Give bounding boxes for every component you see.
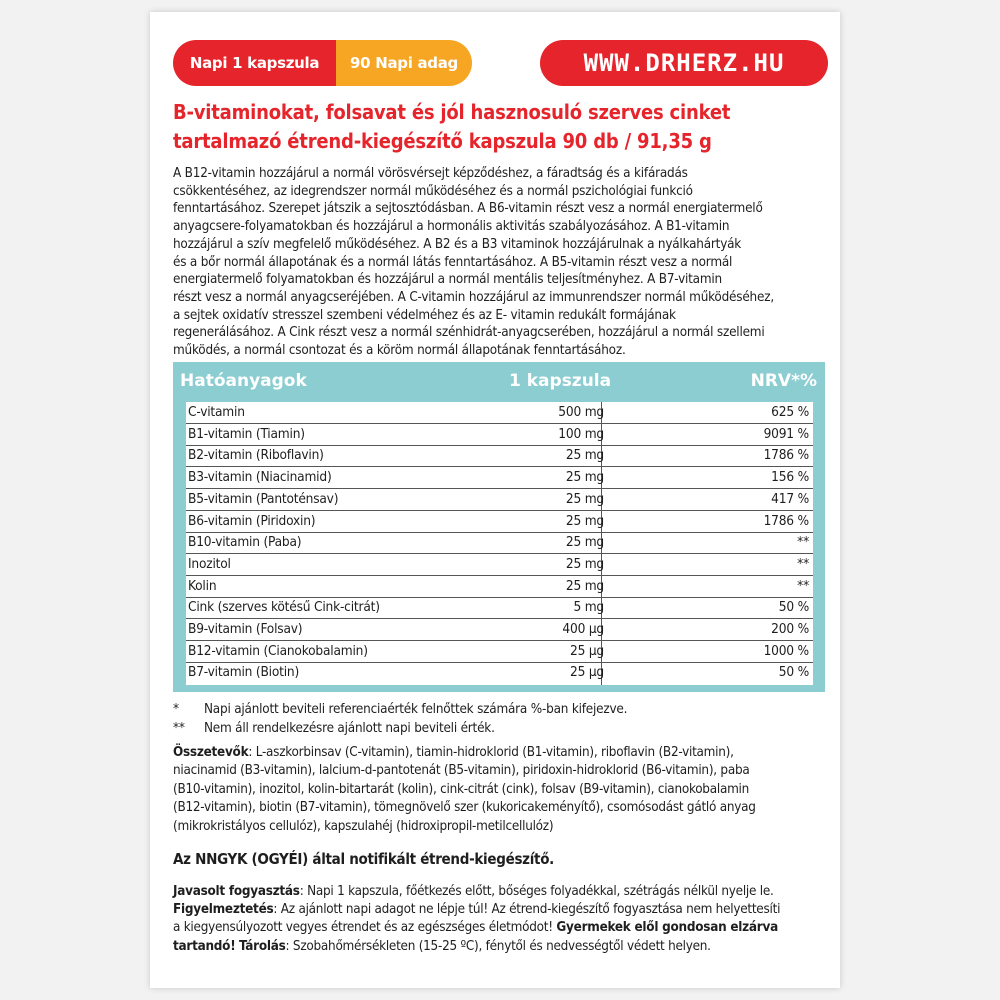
table-body [186, 402, 813, 685]
row-nrv: 1786 % [763, 447, 809, 464]
warning-bold: Gyermekek elől gondosan elzárva [556, 920, 778, 936]
row-name: B5-vitamin (Pantoténsav) [188, 490, 339, 507]
consumption-label: Javasolt fogyasztás [173, 884, 300, 899]
table-row [186, 597, 813, 619]
row-amount: 400 µg [562, 621, 604, 637]
description-line: működés, a normál csontozat és a köröm normál állapotának fenntartásához. [173, 343, 626, 359]
table-row [186, 424, 813, 446]
row-amount: 25 mg [565, 512, 604, 529]
row-amount: 5 mg [573, 599, 604, 616]
row-amount: 25 mg [565, 490, 604, 507]
row-amount: 25 mg [565, 447, 604, 464]
storage-text: : Szobahőmérsékleten (15-25 ºC), fénytől és nedvességtől védett helyen. [285, 938, 711, 954]
row-nrv: 9091 % [763, 425, 809, 442]
row-amount: 25 mg [565, 577, 604, 594]
warning-text: a kiegyensúlyozott vegyes étrendet és az egészséges életmódot! [173, 920, 557, 936]
row-amount: 25 mg [565, 469, 604, 486]
row-nrv: ** [797, 555, 809, 572]
row-name: Inozitol [188, 555, 231, 572]
table-row [186, 532, 813, 554]
table-row [186, 402, 813, 424]
row-amount: 25 mg [565, 534, 604, 551]
description-line: fenntartásához. Szerepet játszik a sejtosztódásban. A B6-vitamin részt vesz a normál energiatermelő [173, 201, 763, 217]
row-amount: 25 mg [565, 555, 604, 572]
row-nrv: 1000 % [763, 642, 809, 659]
row-amount: 25 µg [570, 642, 604, 659]
row-name: B10-vitamin (Paba) [188, 534, 302, 551]
row-name: B1-vitamin (Tiamin) [188, 425, 305, 442]
ingredients-line: (B12-vitamin), biotin (B7-vitamin), tömegnövelő szer (kukoricakeményítő), csomósodást gátló anyag [173, 800, 756, 816]
nutrition-table [173, 362, 825, 692]
table-row [186, 576, 813, 598]
ingredients-line: (mikrokristályos cellulóz), kapszulahéj (hidroxipropil-metilcellulóz) [173, 818, 554, 834]
table-row [186, 641, 813, 663]
description-line: részt vesz a normál anyagcseréjében. A C-vitamin hozzájárul az immunrendszer normál működéséhez, [173, 289, 774, 305]
ingredients-line: niacinamid (B3-vitamin), lalcium-d-pantotenát (B5-vitamin), piridoxin-hidroklorid (B6-vitamin), paba [173, 763, 750, 779]
row-amount: 100 mg [558, 425, 604, 442]
warning-bold: tartandó! [173, 938, 236, 954]
table-header [173, 362, 825, 402]
description-line: anyagcsere-folyamatokban és hozzájárul a hormonális aktivitás szabályozásához. A B1-vitamin [173, 219, 730, 235]
ingredients-label: Összetevők [173, 745, 249, 760]
header-nrv: NRV*% [750, 371, 817, 391]
row-name: B6-vitamin (Piridoxin) [188, 512, 316, 529]
row-name: B12-vitamin (Cianokobalamin) [188, 642, 368, 659]
description [173, 165, 829, 360]
table-row [186, 511, 813, 533]
table-row [186, 445, 813, 467]
website-link[interactable] [540, 40, 828, 86]
row-nrv: ** [797, 577, 809, 594]
header-amount: 1 kapszula [509, 371, 612, 391]
row-nrv: ** [797, 534, 809, 551]
ingredients-line: (B10-vitamin), inozitol, kolin-bitartarát (kolin), cink-citrát (cink), folsav (B9-vitamin), cianokobalamin [173, 781, 750, 797]
row-name: C-vitamin [188, 404, 245, 420]
consumption-text: : Napi 1 kapszula, főétkezés előtt, bőséges folyadékkal, szétrágás nélkül nyelje le. [299, 884, 774, 899]
description-line: energiatermelő folyamatokban és hozzájárul a normál mentális teljesítményhez. A B7-vitamin [173, 272, 722, 288]
row-name: Cink (szerves kötésű Cink-citrát) [188, 599, 380, 616]
row-nrv: 50 % [778, 599, 809, 616]
row-name: B2-vitamin (Riboflavin) [188, 447, 324, 464]
row-name: B3-vitamin (Niacinamid) [188, 469, 332, 486]
description-line: regenerálásához. A Cink részt vesz a normál szénhidrát-anyagcserében, hozzájárul a normál szellemi [173, 325, 765, 341]
row-nrv: 417 % [771, 490, 809, 507]
table-row [186, 467, 813, 489]
ingredients [173, 744, 829, 836]
row-nrv: 1786 % [763, 512, 809, 529]
product-title [173, 98, 833, 156]
table-row [186, 619, 813, 641]
description-line: a sejtek oxidatív stresszel szembeni védelméhez és az E- vitamin redukált formájának [173, 307, 676, 323]
row-amount: 500 mg [558, 404, 604, 420]
title-line-2: tartalmazó étrend-kiegészítő kapszula 90 db / 91,35 g [173, 129, 712, 153]
table-row [186, 554, 813, 576]
notification-statement: Az NNGYK (OGYÉI) által notifikált étrend-kiegészítő. [173, 850, 555, 868]
daily-dose-badge [173, 40, 336, 86]
title-line-1: B-vitaminokat, folsavat és jól hasznosuló szerves cinket [173, 100, 731, 124]
warning-text: : Az ajánlott napi adagot ne lépje túl! Az étrend-kiegészítő fogyasztása nem helyettesíti [273, 902, 781, 918]
storage-label: Tárolás [239, 938, 286, 954]
usage-section [173, 883, 829, 956]
table-row [186, 662, 813, 683]
row-name: B7-vitamin (Biotin) [188, 664, 300, 681]
days-supply-text: 90 Napi adag [350, 54, 458, 72]
footnote [173, 719, 823, 738]
description-line: A B12-vitamin hozzájárul a normál vörösvérsejt képződéshez, a fáradtság és a kifáradás [173, 166, 688, 181]
row-nrv: 200 % [771, 621, 809, 637]
warning-label: Figyelmeztetés [173, 902, 274, 918]
description-line: és a bőr normál állapotának és a normál látás fenntartásához. A B5-vitamin részt vesz a normál [173, 254, 733, 270]
footnote [173, 700, 823, 719]
row-name: Kolin [188, 577, 217, 594]
footnote-text: Nem áll rendelkezésre ajánlott napi beviteli érték. [204, 721, 495, 736]
table-row [186, 489, 813, 511]
row-name: B9-vitamin (Folsav) [188, 621, 303, 637]
footnote-marker: ** [173, 721, 185, 736]
ingredients-line: : L-aszkorbinsav (C-vitamin), tiamin-hidroklorid (B1-vitamin), riboflavin (B2-vitamin), [248, 745, 734, 760]
row-nrv: 156 % [771, 469, 809, 486]
footnote-text: Napi ajánlott beviteli referenciaérték felnőttek számára %-ban kifejezve. [204, 702, 628, 717]
daily-dose-text: Napi 1 kapszula [189, 54, 320, 72]
row-nrv: 50 % [778, 664, 809, 681]
row-nrv: 625 % [771, 404, 809, 420]
days-supply-badge [336, 40, 472, 86]
footnote-marker: * [173, 702, 179, 717]
row-amount: 25 µg [570, 664, 604, 681]
website-url-text: WWW.DRHERZ.HU [583, 49, 785, 77]
footnotes [173, 700, 823, 738]
description-line: hozzájárul a szív megfelelő működéséhez. A B2 és a B3 vitaminok hozzájárulnak a nyálkahártyák [173, 236, 742, 252]
description-line: csökkentéséhez, az idegrendszer normál működéséhez és a normál pszichológiai funkció [173, 183, 693, 199]
header-ingredients: Hatóanyagok [180, 371, 307, 391]
